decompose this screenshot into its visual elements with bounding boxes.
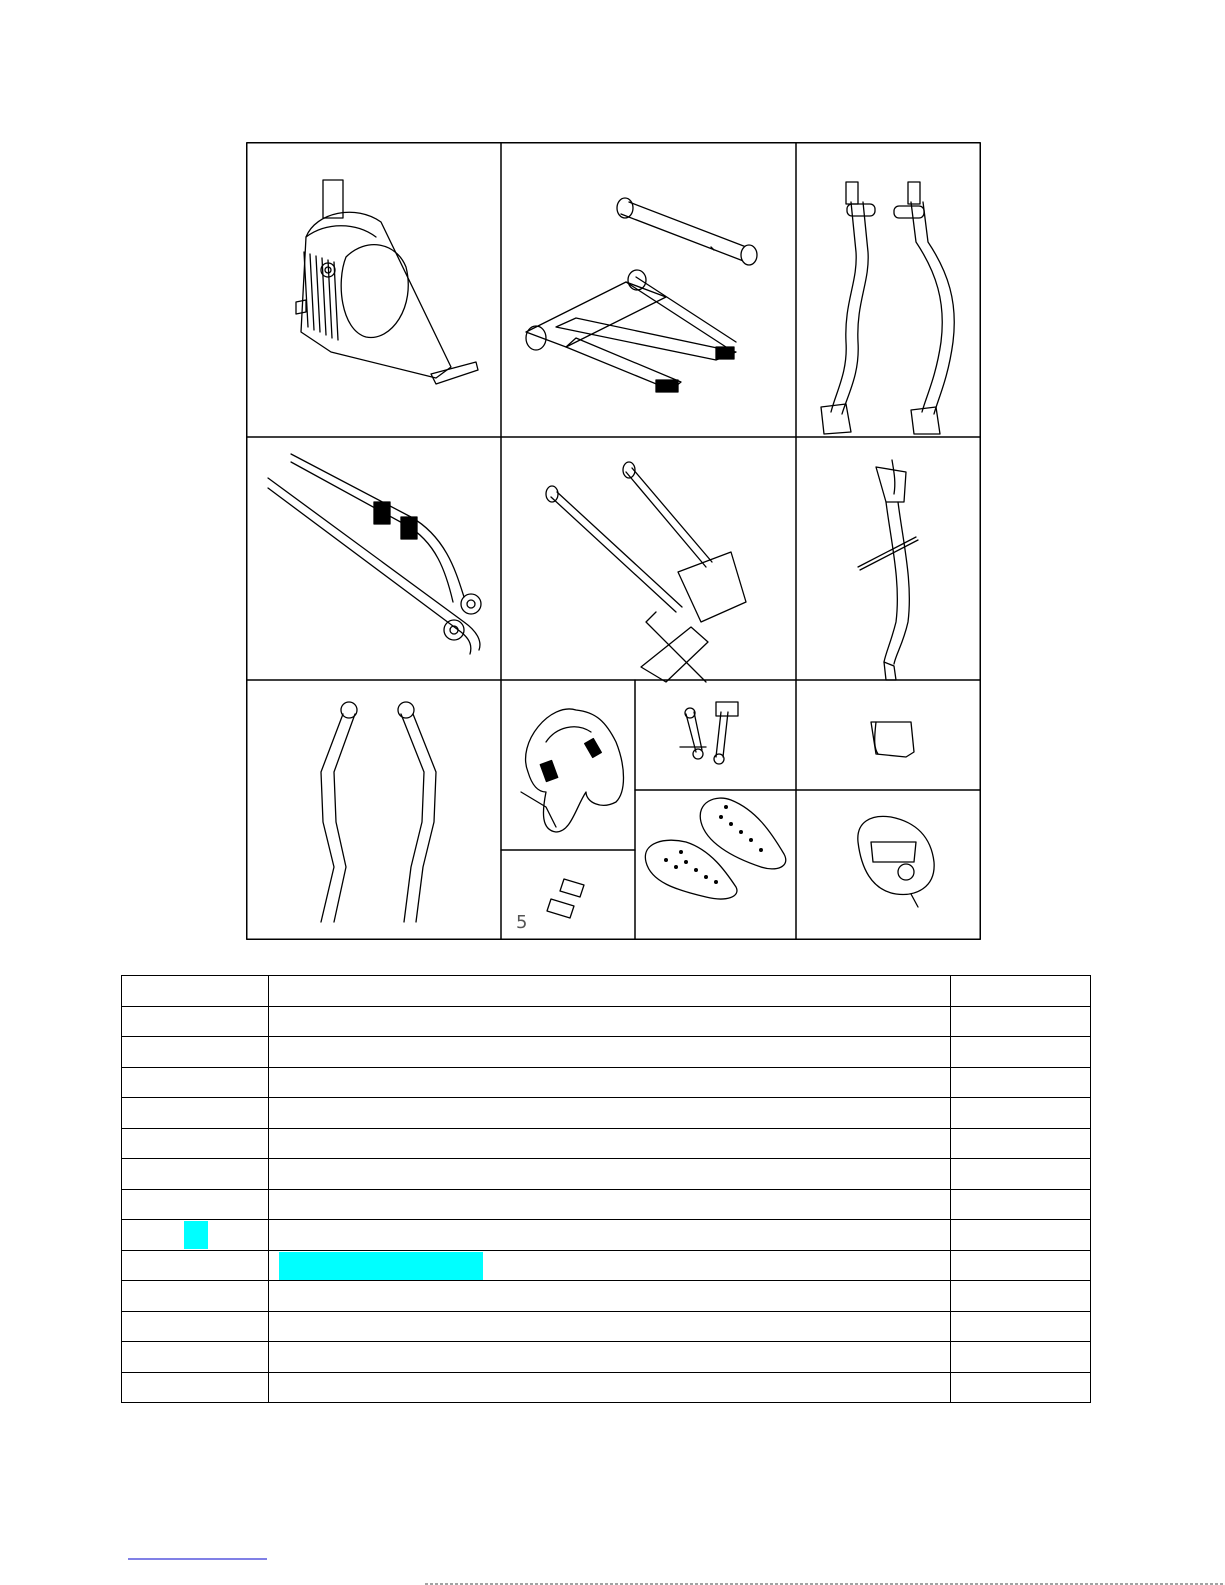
lower-handlebars-icon xyxy=(821,182,954,434)
table-row xyxy=(122,1067,1091,1098)
pedal-arms-icon xyxy=(268,454,481,654)
part-quantity-cell xyxy=(951,1250,1091,1281)
post-cover-icon xyxy=(871,722,914,757)
parts-illustration-grid xyxy=(246,142,981,940)
upper-handlebars-icon xyxy=(321,702,436,922)
console-icon xyxy=(858,816,934,907)
part-number-cell xyxy=(122,1006,269,1037)
part-quantity-cell xyxy=(951,1311,1091,1342)
part-quantity-cell xyxy=(951,1372,1091,1403)
part-description-cell xyxy=(269,1342,951,1373)
part-number-cell xyxy=(122,1067,269,1098)
part-quantity-cell xyxy=(951,1006,1091,1037)
table-row xyxy=(122,1220,1091,1251)
table-row xyxy=(122,1189,1091,1220)
part-number-cell xyxy=(122,1281,269,1312)
part-description-cell xyxy=(269,1189,951,1220)
brackets-icon xyxy=(547,879,584,918)
rear-stabilizer-icon xyxy=(526,198,757,392)
part-quantity-cell xyxy=(951,1098,1091,1129)
part-quantity-cell xyxy=(951,1159,1091,1190)
highlight-mark xyxy=(279,1252,483,1280)
part-number-cell xyxy=(122,1250,269,1281)
part-quantity-cell xyxy=(951,976,1091,1007)
table-row xyxy=(122,1006,1091,1037)
part-description-cell xyxy=(269,976,951,1007)
table-row xyxy=(122,1128,1091,1159)
part-number-cell xyxy=(122,1037,269,1068)
part-quantity-cell xyxy=(951,1037,1091,1068)
part-description-cell xyxy=(269,1128,951,1159)
table-row xyxy=(122,1250,1091,1281)
table-row xyxy=(122,976,1091,1007)
part-number-cell xyxy=(122,1159,269,1190)
part-number-cell xyxy=(122,1342,269,1373)
part-description-cell xyxy=(269,1067,951,1098)
part-quantity-cell xyxy=(951,1220,1091,1251)
main-frame-icon xyxy=(296,180,478,384)
part-number-cell xyxy=(122,1220,269,1251)
part-number-cell xyxy=(122,1311,269,1342)
front-post-icon xyxy=(858,460,918,680)
part-description-cell xyxy=(269,1281,951,1312)
part-description-cell xyxy=(269,1250,951,1281)
part-number-cell xyxy=(122,1098,269,1129)
part-number-cell xyxy=(122,1372,269,1403)
part-description-cell xyxy=(269,1098,951,1129)
table-row xyxy=(122,1281,1091,1312)
part-quantity-cell xyxy=(951,1067,1091,1098)
part-quantity-cell xyxy=(951,1189,1091,1220)
part-quantity-cell xyxy=(951,1128,1091,1159)
footer-strip xyxy=(0,1556,1225,1585)
table-row xyxy=(122,1311,1091,1342)
part-description-cell xyxy=(269,1372,951,1403)
part-number-cell xyxy=(122,1189,269,1220)
table-row xyxy=(122,1372,1091,1403)
part-number-cell xyxy=(122,1128,269,1159)
part-quantity-cell xyxy=(951,1342,1091,1373)
table-row xyxy=(122,1098,1091,1129)
part-description-cell xyxy=(269,1006,951,1037)
crank-arms-icon xyxy=(680,702,738,764)
part-description-cell xyxy=(269,1311,951,1342)
foot-pedal-rails-icon xyxy=(546,462,746,682)
table-row xyxy=(122,1037,1091,1068)
brackets-panel-label: 5 xyxy=(516,912,528,933)
part-number-cell xyxy=(122,976,269,1007)
table-row xyxy=(122,1342,1091,1373)
part-description-cell xyxy=(269,1220,951,1251)
foot-pads-icon xyxy=(645,798,785,899)
table-row xyxy=(122,1159,1091,1190)
grid-lines xyxy=(246,142,981,940)
pulse-handlebar-icon xyxy=(521,709,624,832)
parts-list-table xyxy=(121,975,1091,1403)
highlight-mark xyxy=(184,1221,208,1249)
part-description-cell xyxy=(269,1037,951,1068)
part-description-cell xyxy=(269,1159,951,1190)
part-quantity-cell xyxy=(951,1281,1091,1312)
